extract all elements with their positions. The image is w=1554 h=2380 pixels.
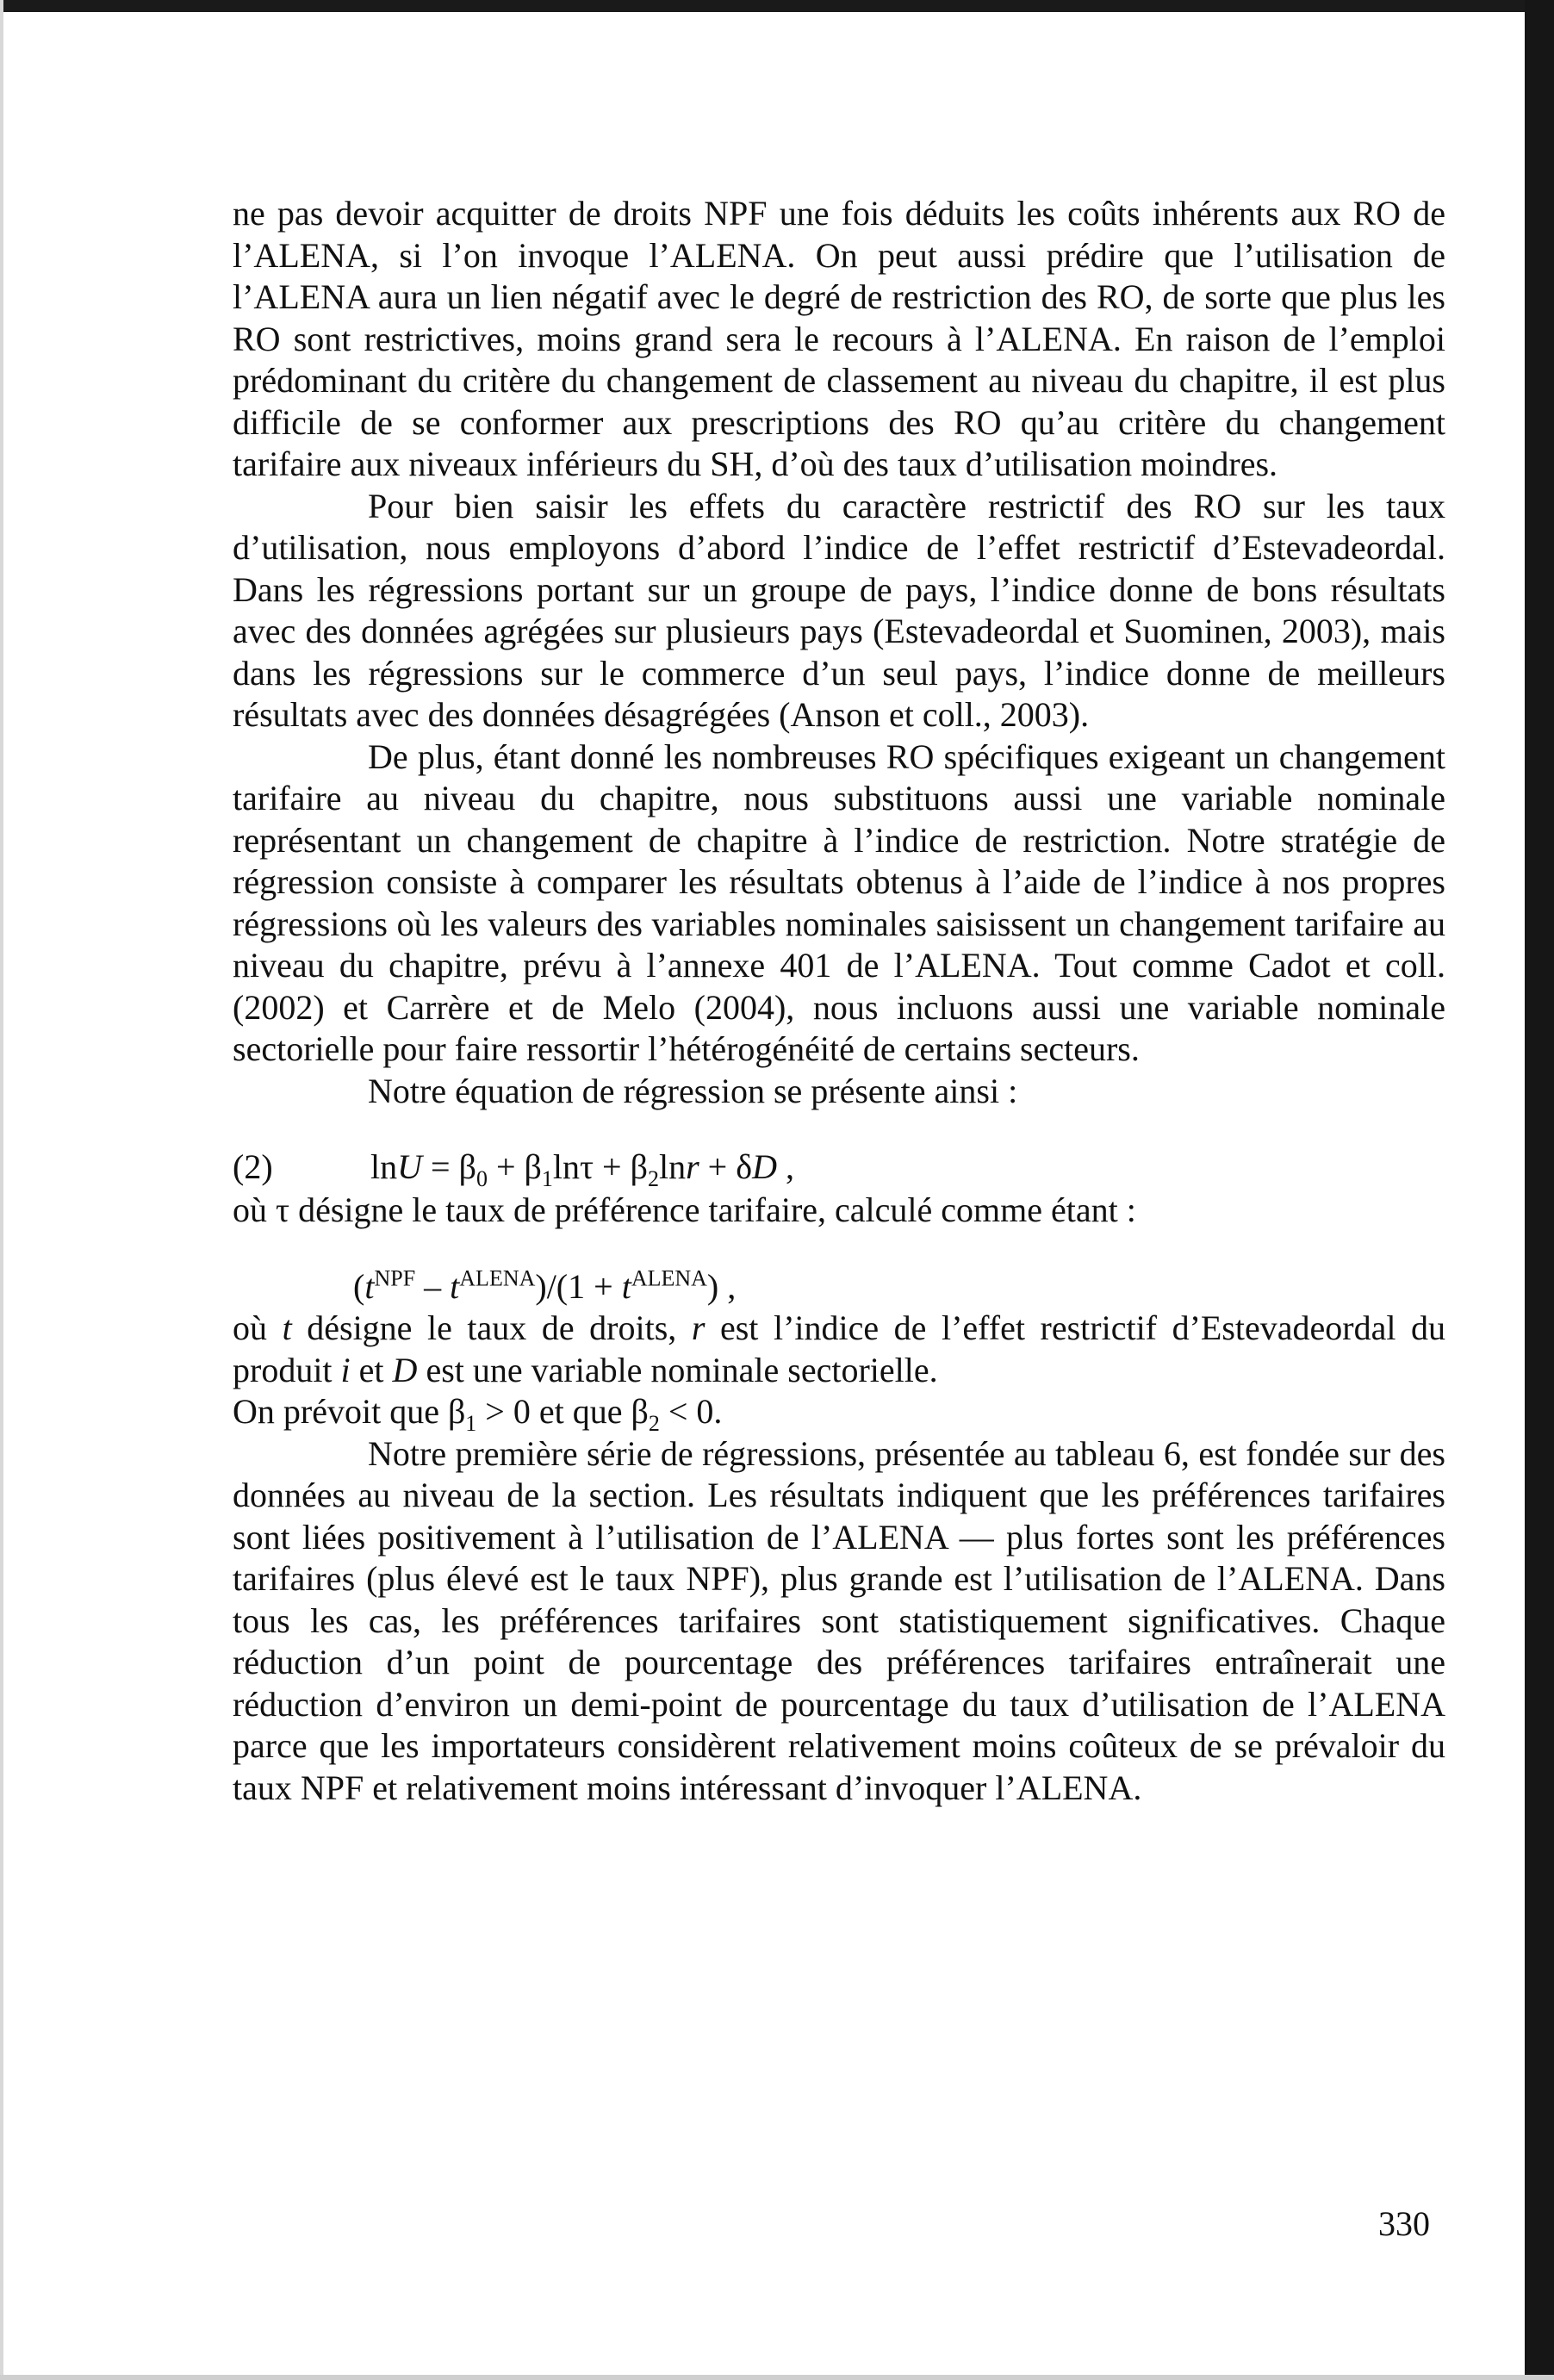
eq-ln-r: ln bbox=[658, 1147, 687, 1186]
eq-equals: = β bbox=[422, 1147, 476, 1186]
formula-t1: t bbox=[364, 1266, 375, 1306]
scan-border-right bbox=[1525, 0, 1554, 2380]
eq-sub-2: 2 bbox=[647, 1166, 659, 1191]
scan-border-bottom bbox=[0, 2375, 1554, 2380]
paragraph-3: De plus, étant donné les nombreuses RO spécifiques exigeant un changement tarifaire au niveau du chapitre, nous substituons aussi une variable nominale représentant un changement de chapitre à l’indice de restriction. Notre stratégie de régression consiste à comparer les résultats obtenus à l’aide de l’indice à nos propres régressions où les valeurs des variables nominales saisissent un changement tarifaire au niveau du chapitre, prévu à l’annexe 401 de l’ALENA. Tout comme Cadot et coll. (2002) et Carrère et de Melo (2004), nous incluons aussi une variable nominale sectorielle pour faire ressortir l’hétérogénéité de certains secteurs. bbox=[233, 736, 1445, 1068]
paragraph-variable-definitions bbox=[233, 1308, 1445, 1391]
formula-open: ( bbox=[353, 1266, 365, 1306]
eq-sub-1: 1 bbox=[541, 1166, 553, 1191]
paragraph-prediction bbox=[233, 1391, 1445, 1436]
text-run: est l’indice de l’effet restrictif d’Estevadeordal du produit bbox=[233, 1308, 1446, 1389]
eq-comma: , bbox=[776, 1147, 794, 1186]
formula-t3: t bbox=[621, 1266, 631, 1306]
preference-formula bbox=[233, 1266, 1445, 1308]
eq-ln: ln bbox=[370, 1147, 398, 1186]
formula-close: ) , bbox=[706, 1266, 737, 1306]
text-run: désigne le taux de droits, bbox=[291, 1308, 692, 1347]
formula-sup-npf: NPF bbox=[374, 1265, 416, 1291]
text-run: et bbox=[350, 1350, 393, 1389]
paragraph-results: Notre première série de régressions, présentée au tableau 6, est fondée sur des données au niveau de la section. Les résultats indiquent que les préférences tarifaires sont liées positivement à l’utilisation de l’ALENA — plus fortes sont les préférences tarifaires (plus élevé est le taux NPF), plus grande est l’utilisation de l’ALENA. Dans tous les cas, les préférences tarifaires sont statistiquement significatives. Chaque réduction d’un point de pourcentage des préférences tarifaires entraînerait une réduction d’environ un demi-point de pourcentage du taux d’utilisation de l’ALENA parce que les importateurs considèrent relativement moins coûteux de se prévaloir du taux NPF et relativement moins intéressant d’invoquer l’ALENA. bbox=[233, 1433, 1445, 1807]
paragraph-4: Notre équation de régression se présente ainsi : bbox=[368, 1071, 1018, 1110]
eq-sub-0: 0 bbox=[476, 1166, 488, 1191]
text-run: est une variable nominale sectorielle. bbox=[417, 1350, 938, 1389]
page-number: 330 bbox=[1378, 2204, 1430, 2243]
pred-sub-2: 2 bbox=[648, 1411, 660, 1436]
equation-body bbox=[370, 1147, 794, 1189]
text-run: où bbox=[233, 1308, 283, 1347]
pred-sub-1: 1 bbox=[465, 1411, 477, 1436]
scan-border-left bbox=[0, 0, 3, 2380]
text-run: On prévoit que β bbox=[233, 1392, 466, 1431]
paragraph-2: Pour bien saisir les effets du caractère restrictif des RO sur les taux d’utilisation, nous employons d’abord l’indice de l’effet restrictif d’Estevadeordal. Dans les régressions portant sur un groupe de pays, l’indice donne de bons résultats avec des données agrégées sur plusieurs pays (Estevadeordal et Suominen, 2003), mais dans les régressions sur le commerce d’un seul pays, l’indice donne de meilleurs résultats avec des données désagrégées (Anson et coll., 2003). bbox=[233, 486, 1445, 734]
eq-plus-beta1: + β bbox=[487, 1147, 542, 1186]
equation-number: (2) bbox=[233, 1147, 273, 1186]
eq-var-u: U bbox=[397, 1147, 423, 1186]
var-i: i bbox=[340, 1350, 351, 1389]
var-r: r bbox=[691, 1308, 706, 1347]
var-t: t bbox=[282, 1308, 292, 1347]
formula-sup-alena-2: ALENA bbox=[631, 1265, 707, 1291]
text-run: < 0. bbox=[659, 1392, 723, 1431]
var-d: D bbox=[392, 1350, 418, 1389]
eq-ln-tau: lnτ + β bbox=[552, 1147, 648, 1186]
formula-sup-alena: ALENA bbox=[459, 1265, 536, 1291]
paragraph-1: ne pas devoir acquitter de droits NPF une fois déduits les coûts inhérents aux RO de l’ALENA, si l’on invoque l’ALENA. On peut aussi prédire que l’utilisation de l’ALENA aura un lien négatif avec le degré de restriction des RO, de sorte que plus les RO sont restrictives, moins grand sera le recours à l’ALENA. En raison de l’emploi prédominant du critère du changement de classement au niveau du chapitre, il est plus difficile de se conformer aux prescriptions des RO qu’au critère du changement tarifaire aux niveaux inférieurs du SH, d’où des taux d’utilisation moindres. bbox=[233, 194, 1445, 483]
eq-plus-delta: + δ bbox=[699, 1147, 753, 1186]
formula-t2: t bbox=[450, 1266, 460, 1306]
text-run: > 0 et que β bbox=[476, 1392, 649, 1431]
eq-var-d: D bbox=[752, 1147, 777, 1186]
page-body bbox=[233, 193, 1445, 1809]
paragraph-tau-definition: où τ désigne le taux de préférence tarifaire, calculé comme étant : bbox=[233, 1190, 1136, 1229]
eq-var-r: r bbox=[686, 1147, 699, 1186]
scan-border-top bbox=[0, 0, 1554, 12]
formula-minus: – bbox=[415, 1266, 451, 1306]
equation-2 bbox=[233, 1147, 1445, 1190]
formula-mid: )/(1 + bbox=[535, 1266, 622, 1306]
